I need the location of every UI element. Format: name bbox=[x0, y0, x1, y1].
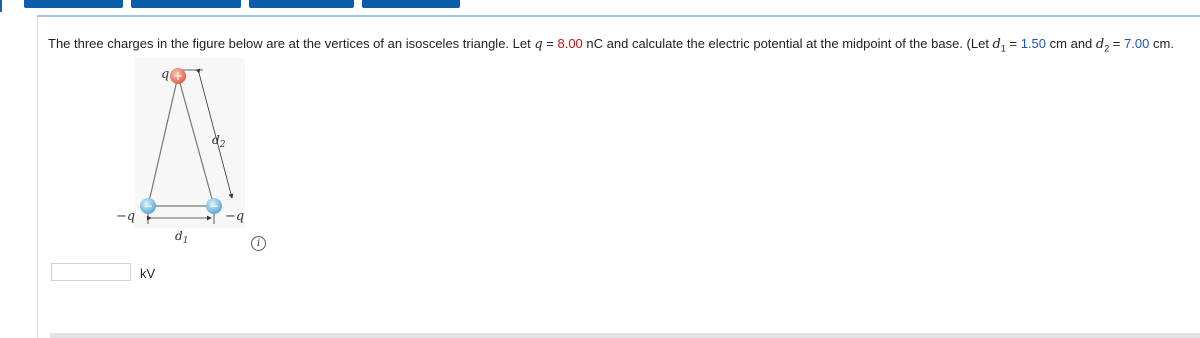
left-border bbox=[37, 17, 38, 338]
q-value: 8.00 bbox=[557, 36, 583, 51]
top-charge-label: q bbox=[161, 67, 170, 82]
question-text: The three charges in the figure below are at the vertices of an isosceles triangle. Let q = 8.00 nC and calculate the electric potential at the midpoint of the base. (Let $d_1 = 1.50$ cm and $d_2 = 7.00$ cm. bbox=[48, 36, 1174, 54]
bottom-bar bbox=[50, 333, 1200, 338]
answer-unit: kV bbox=[140, 266, 156, 281]
tab-4[interactable] bbox=[362, 0, 460, 8]
d1-label: $d_1$ bbox=[175, 229, 189, 246]
triangle-figure bbox=[115, 58, 275, 258]
tab-1[interactable] bbox=[24, 0, 123, 8]
right-charge-label: −q bbox=[225, 209, 245, 224]
d1-value: 1.50 bbox=[1020, 36, 1047, 51]
minus-sign-right: − bbox=[208, 199, 220, 213]
answer-input[interactable] bbox=[51, 263, 131, 281]
left-charge-label: −q bbox=[116, 209, 136, 224]
info-icon[interactable]: i bbox=[251, 236, 266, 251]
header-divider bbox=[37, 15, 1200, 17]
d2-label: $d_2$ bbox=[212, 133, 226, 150]
d2-value: 7.00 bbox=[1124, 36, 1150, 51]
left-rule bbox=[0, 0, 2, 12]
plus-sign: + bbox=[172, 69, 184, 83]
tab-2[interactable] bbox=[131, 0, 241, 8]
minus-sign-left: − bbox=[142, 199, 154, 213]
tab-3[interactable] bbox=[249, 0, 354, 8]
